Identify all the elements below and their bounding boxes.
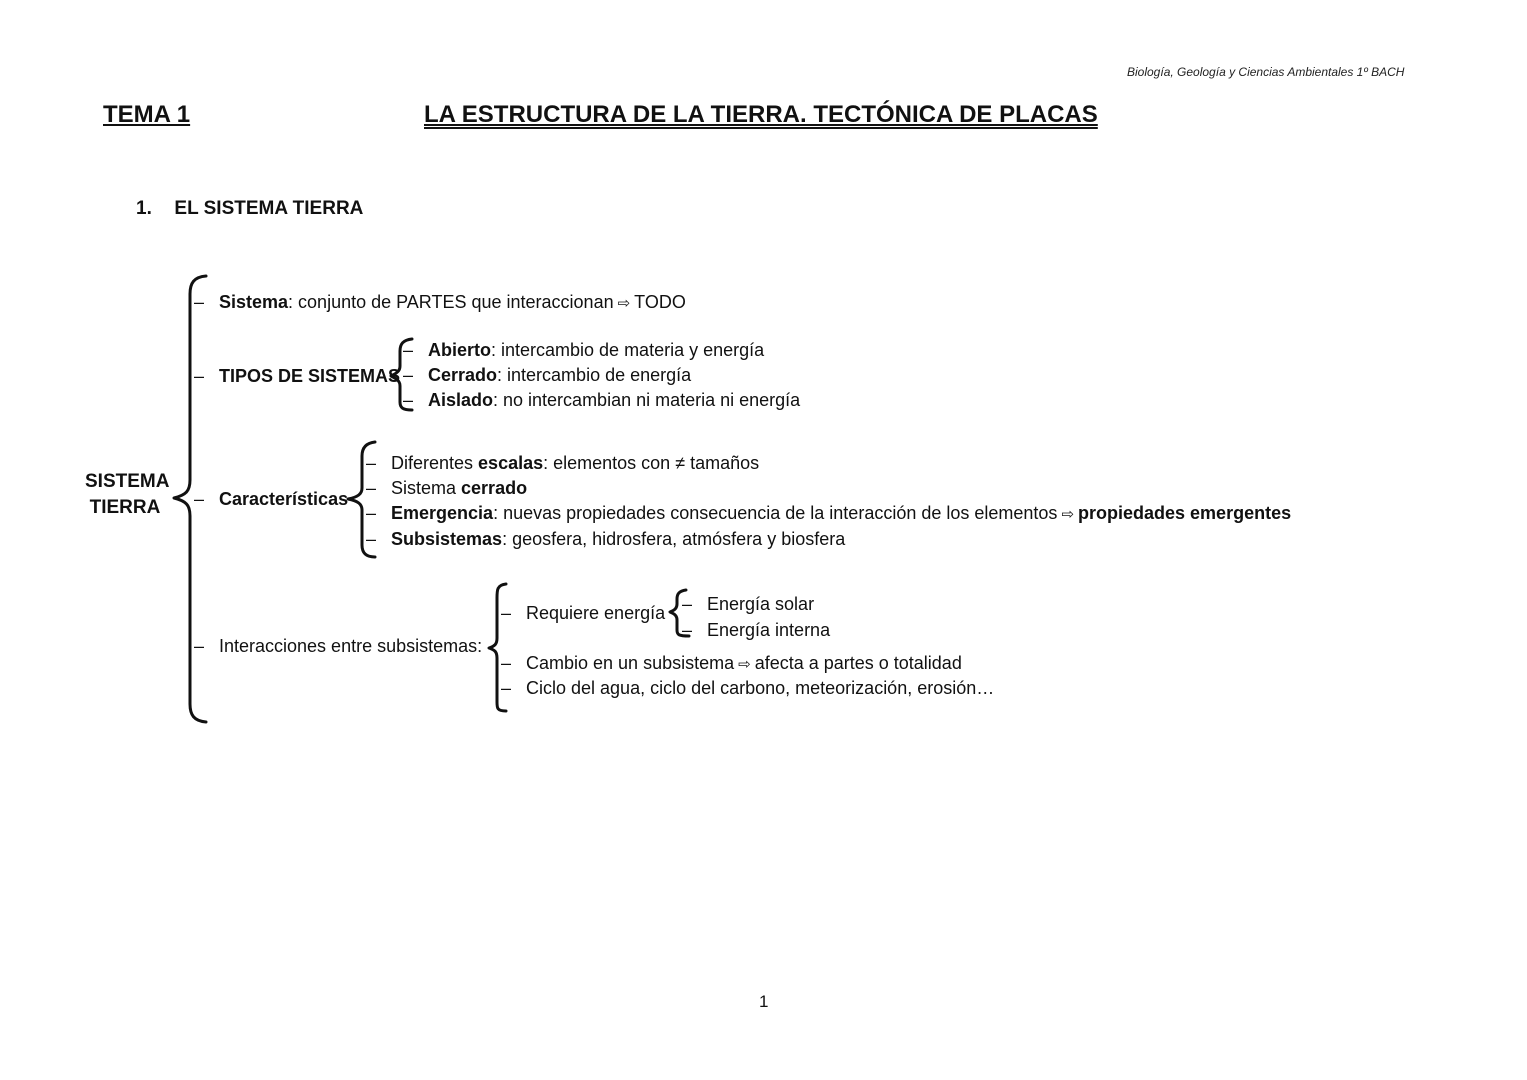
dash: – (501, 603, 512, 623)
tipos-node (194, 365, 400, 387)
dash: – (403, 365, 414, 385)
energia-item-text: Energía interna (707, 620, 831, 640)
caracteristica-item (366, 528, 845, 550)
sistema-term: Sistema (219, 292, 289, 312)
dash: – (366, 478, 377, 498)
dash: – (194, 489, 205, 509)
dash: – (366, 529, 377, 549)
caracteristica-item (366, 452, 759, 474)
ciclos-text: Ciclo del agua, ciclo del carbono, meteorización, erosión… (526, 678, 995, 698)
sistema-result: TODO (634, 292, 686, 312)
page-title: LA ESTRUCTURA DE LA TIERRA. TECTÓNICA DE PLACAS (424, 101, 1098, 128)
cerrado-term: cerrado (461, 478, 528, 498)
section-title: EL SISTEMA TIERRA (174, 198, 364, 219)
cambio-item (501, 652, 962, 676)
tipos-item-term: Aislado (428, 390, 494, 410)
dash: – (194, 292, 205, 312)
tipos-item (403, 339, 764, 361)
tipos-item-text: : intercambio de energía (497, 365, 692, 385)
dash: – (682, 620, 693, 640)
cambio-text: Cambio en un subsistema (526, 653, 735, 673)
dash: – (194, 636, 205, 656)
course-header: Biología, Geología y Ciencias Ambientales 1º BACH (1127, 65, 1405, 79)
emergencia-text: : nuevas propiedades consecuencia de la interacción de los elementos (493, 503, 1058, 523)
dash: – (366, 503, 377, 523)
cerrado-pre: Sistema (391, 478, 462, 498)
arrow-icon: ⇨ (1061, 506, 1075, 523)
tipos-item (403, 389, 800, 411)
subsistemas-text: : geosfera, hidrosfera, atmósfera y biosfera (502, 529, 846, 549)
energia-item (682, 593, 814, 615)
dash: – (194, 366, 205, 386)
emergencia-term: Emergencia (391, 503, 494, 523)
ciclos-item (501, 677, 994, 699)
tipos-label: TIPOS DE SISTEMAS (219, 366, 401, 386)
root-line-1: SISTEMA (85, 471, 170, 492)
dash: – (682, 594, 693, 614)
arrow-icon: ⇨ (617, 295, 631, 312)
arrow-icon: ⇨ (738, 656, 751, 673)
root-node (85, 469, 170, 521)
cambio-result: afecta a partes o totalidad (754, 653, 962, 673)
dash: – (501, 653, 512, 673)
emergencia-result: propiedades emergentes (1078, 503, 1292, 523)
dash: – (403, 390, 414, 410)
interacciones-label: Interacciones entre subsistemas: (219, 636, 483, 656)
tipos-item-term: Cerrado (428, 365, 498, 385)
interacciones-node (194, 635, 482, 657)
sistema-text: : conjunto de PARTES que interaccionan (288, 292, 614, 312)
caracteristica-item (366, 477, 527, 499)
energia-label: Requiere energía (526, 603, 666, 623)
unit-title: TEMA 1 (103, 101, 191, 128)
dash: – (403, 340, 414, 360)
caracteristicas-label: Características (219, 489, 349, 509)
escalas-post: : elementos con ≠ tamaños (543, 453, 760, 473)
dash: – (501, 678, 512, 698)
caracteristicas-node (194, 488, 348, 510)
energia-item-text: Energía solar (707, 594, 815, 614)
sistema-definition (194, 291, 686, 315)
tipos-item-text: : no intercambian ni materia ni energía (493, 390, 801, 410)
section-number: 1. (136, 198, 152, 219)
page-number: 1 (759, 992, 769, 1011)
tipos-item-text: : intercambio de materia y energía (491, 340, 765, 360)
subsistemas-term: Subsistemas (391, 529, 503, 549)
dash: – (366, 453, 377, 473)
tipos-item (403, 364, 691, 386)
energia-item (682, 619, 830, 641)
root-line-2: TIERRA (89, 497, 161, 518)
caracteristica-item (366, 502, 1291, 526)
energia-node (501, 602, 665, 624)
escalas-term: escalas (478, 453, 544, 473)
escalas-pre: Diferentes (391, 453, 479, 473)
tipos-item-term: Abierto (428, 340, 491, 360)
